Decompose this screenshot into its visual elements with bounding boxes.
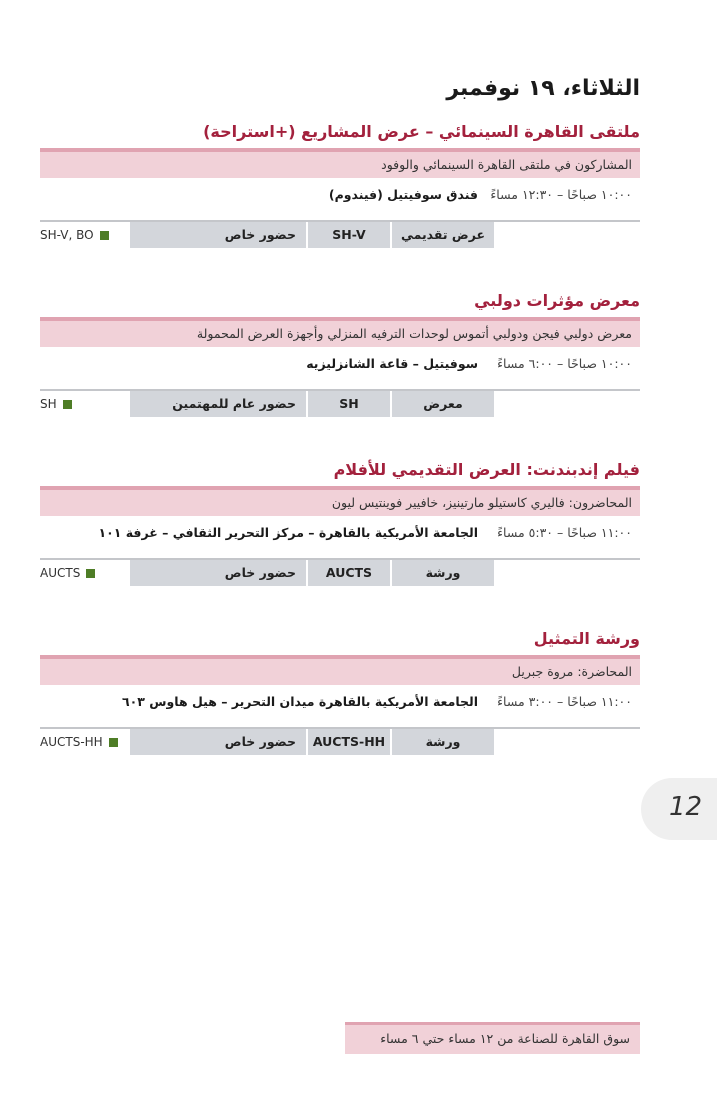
green-square-icon [86, 569, 95, 578]
event-tag [40, 560, 95, 586]
event-tag [40, 222, 109, 248]
event-description-band [40, 655, 640, 685]
event-tag-text: AUCTS [40, 566, 81, 580]
page-number: 12 [669, 792, 703, 822]
event-time: ١١:٠٠ صباحًا – ٣:٠٠ مساءً [497, 694, 632, 709]
event-description: معرض دولبي فيجن ودولبي أتموس لوحدات الترفيه المنزلي وأجهزة العرض المحمولة [196, 326, 632, 341]
event-venue: الجامعة الأمريكية بالقاهرة – مركز التحرير الثقافي – غرفة ١٠١ [98, 525, 478, 540]
day-title: الثلاثاء، ١٩ نوفمبر [446, 76, 640, 101]
event-type: معرض [392, 391, 494, 417]
event-description: المحاضرة: مروة جبريل [511, 664, 632, 679]
event-tag [40, 391, 72, 417]
event-tag-text: SH-V, BO [40, 228, 94, 242]
event-description: المشاركون في ملتقى القاهرة السينمائي والوفود [381, 157, 632, 172]
event-code: SH-V [308, 222, 390, 248]
event-code: SH [308, 391, 390, 417]
event-info [40, 525, 640, 545]
green-square-icon [63, 400, 72, 409]
event-description-band [40, 317, 640, 347]
event-section [40, 122, 640, 262]
event-code: AUCTS [308, 560, 390, 586]
event-info [40, 356, 640, 376]
event-tag [40, 729, 118, 755]
event-type: ورشة [392, 729, 494, 755]
event-attendance: حضور عام للمهتمين [130, 391, 306, 417]
event-description-band [40, 486, 640, 516]
event-attendance: حضور خاص [130, 560, 306, 586]
event-type: عرض تقديمي [392, 222, 494, 248]
event-venue: فندق سوفيتيل (فيندوم) [328, 187, 478, 202]
event-section [40, 460, 640, 600]
event-description: المحاضرون: فاليري كاستيلو مارتينيز، خافيير فوينتيس ليون [331, 495, 632, 510]
event-code: AUCTS-HH [308, 729, 390, 755]
event-tag-text: AUCTS-HH [40, 735, 103, 749]
event-section [40, 629, 640, 769]
event-description-band [40, 148, 640, 178]
event-section [40, 291, 640, 431]
event-info [40, 694, 640, 714]
green-square-icon [100, 231, 109, 240]
green-square-icon [109, 738, 118, 747]
event-title: معرض مؤثرات دولبي [474, 291, 640, 310]
event-venue: الجامعة الأمريكية بالقاهرة ميدان التحرير – هيل هاوس ٦٠٣ [121, 694, 478, 709]
footer-note [345, 1022, 640, 1054]
event-title: ورشة التمثيل [533, 629, 640, 648]
event-title: فيلم إندبندنت: العرض التقديمي للأفلام [333, 460, 640, 479]
event-time: ١٠:٠٠ صباحًا – ٦:٠٠ مساءً [497, 356, 632, 371]
event-time: ١١:٠٠ صباحًا – ٥:٣٠ مساءً [497, 525, 632, 540]
event-venue: سوفيتيل – قاعة الشانزليزيه [306, 356, 478, 371]
event-attendance: حضور خاص [130, 222, 306, 248]
event-type: ورشة [392, 560, 494, 586]
event-info [40, 187, 640, 207]
event-attendance: حضور خاص [130, 729, 306, 755]
event-time: ١٠:٠٠ صباحًا – ١٢:٣٠ مساءً [490, 187, 632, 202]
footer-note-text: سوق القاهرة للصناعة من ١٢ مساء حتي ٦ مساء [380, 1031, 630, 1046]
event-tag-text: SH [40, 397, 57, 411]
page-number-tab [641, 778, 717, 840]
event-title: ملتقى القاهرة السينمائي – عرض المشاريع (+استراحة) [203, 122, 640, 141]
